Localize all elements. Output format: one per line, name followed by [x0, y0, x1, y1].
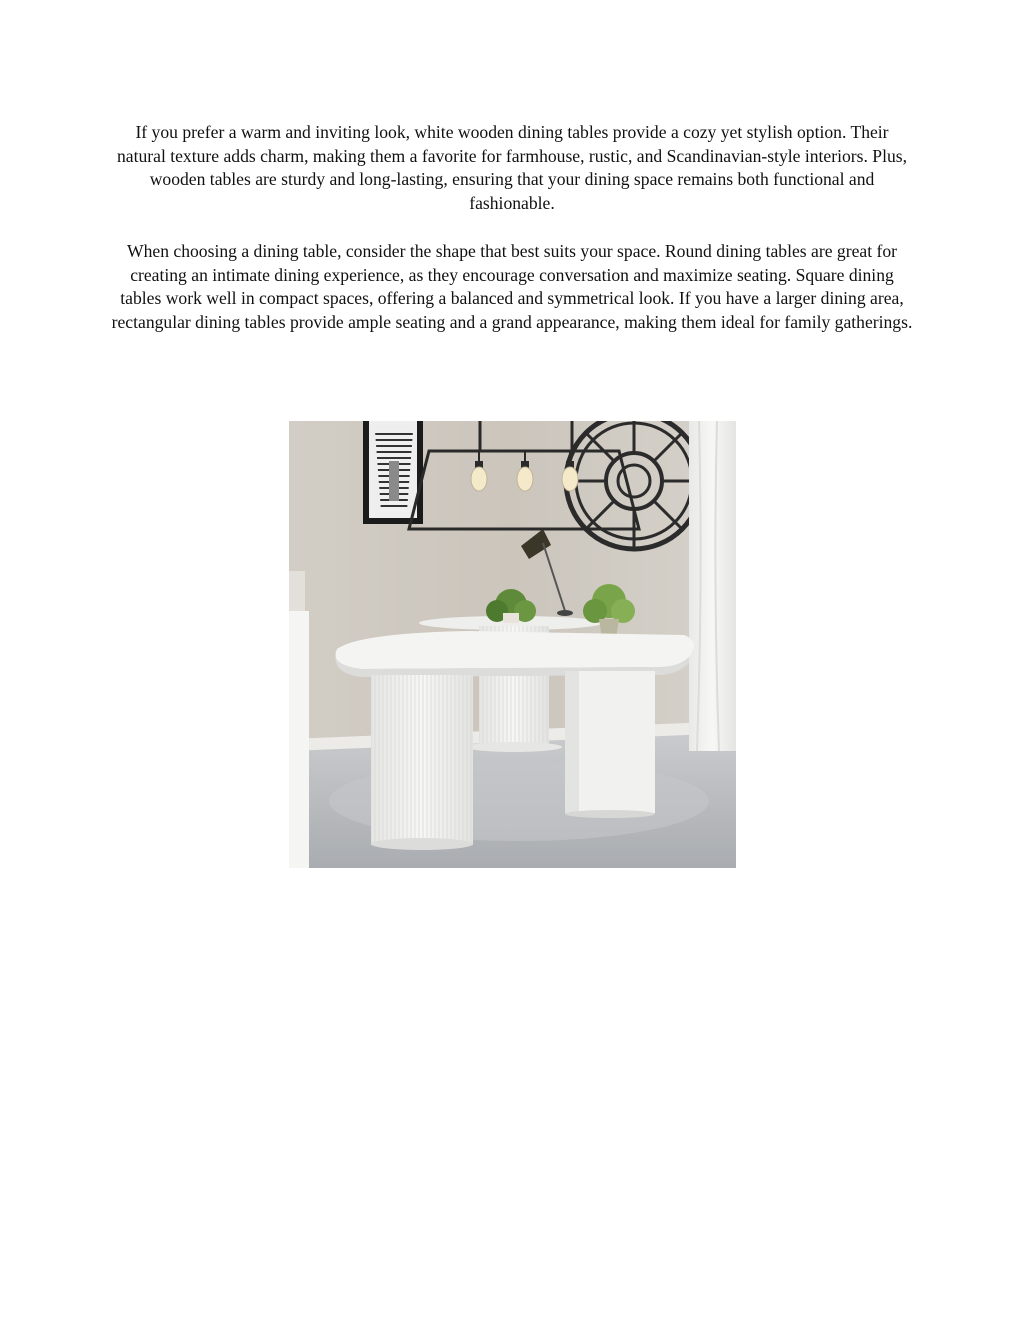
paragraph-warm-look: If you prefer a warm and inviting look, white wooden dining tables provide a cozy yet stylish option. Their natural texture adds charm, making them a favorite for farmhouse, rustic, and Scandinavian-style interiors. Plus, wooden tables are sturdy and long-lasting, ensuring that your dining space remains both functional and fashionable. — [116, 122, 908, 213]
dining-table-photo — [289, 421, 736, 868]
paragraph-table-shapes: When choosing a dining table, consider the shape that best suits your space. Round dining tables are great for creating an intimate dining experience, as they encourage conversation and maximize seating. Square dining tables work well in compact spaces, offering a balanced and symmetrical look. If you have a larger dining area, rectangular dining tables provide ample seating and a grand appearance, making them ideal for family gatherings. — [111, 241, 913, 332]
pedestal — [289, 571, 309, 868]
